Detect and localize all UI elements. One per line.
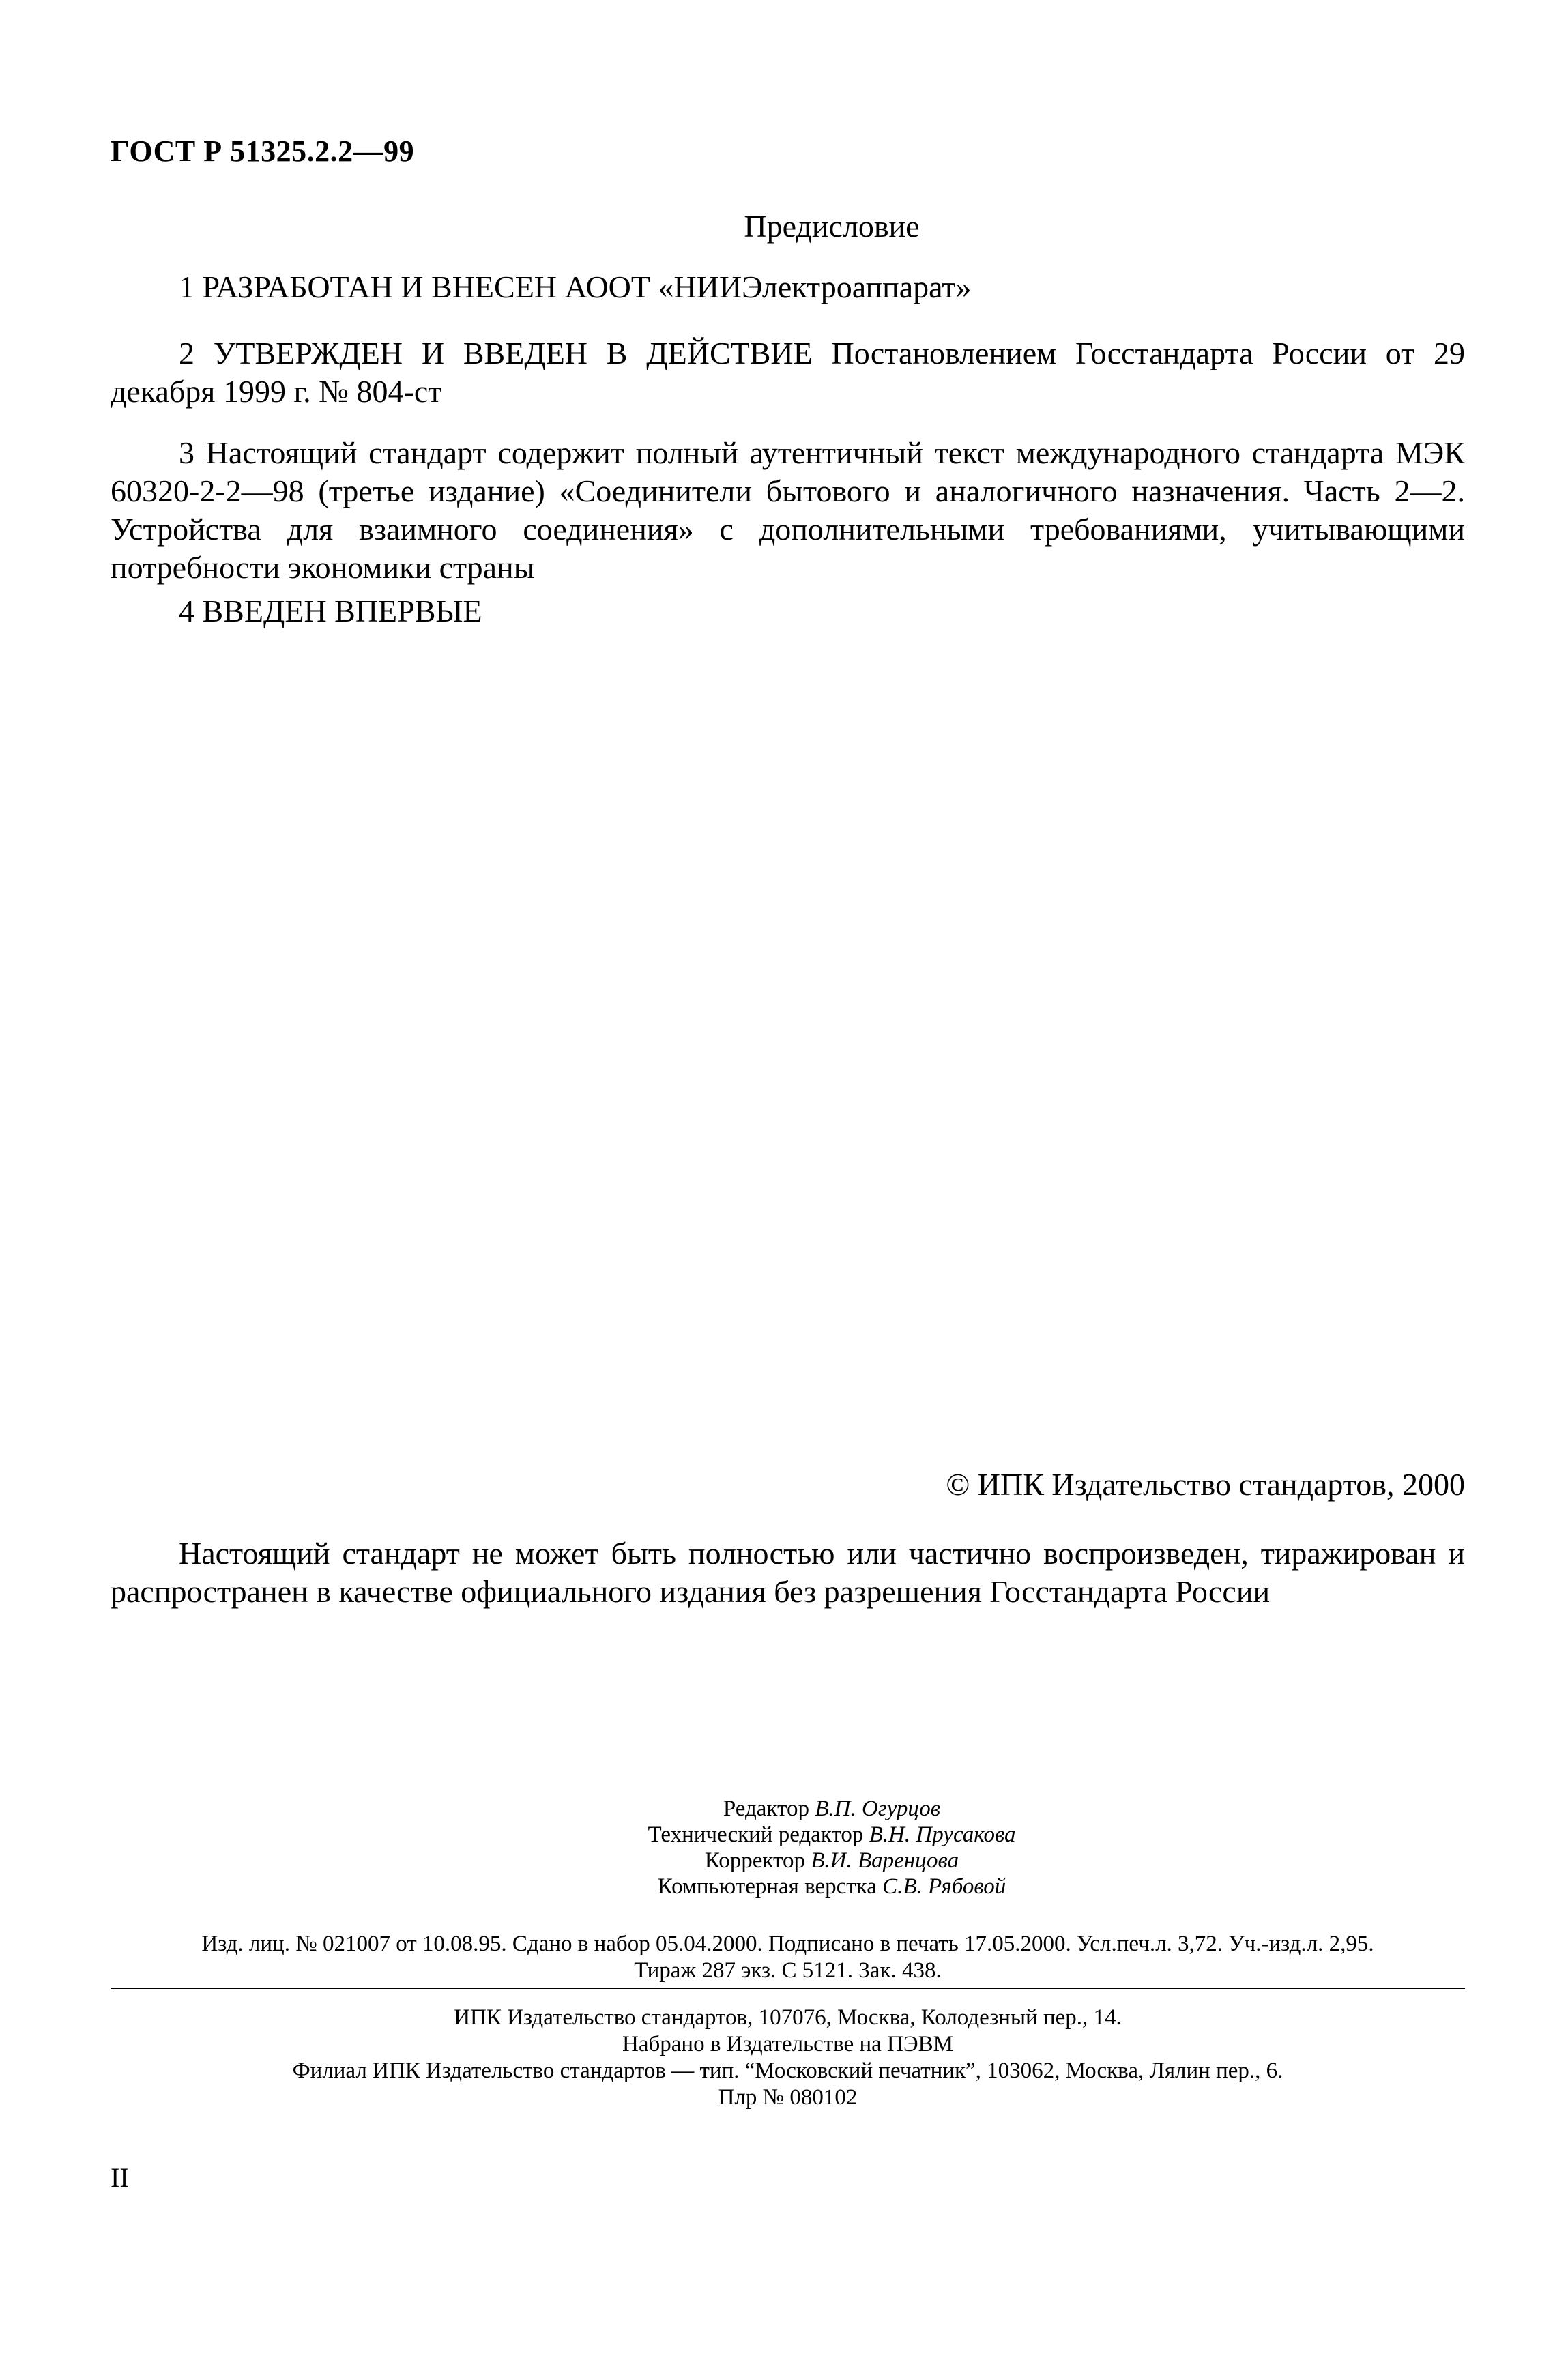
publisher-line-2: Набрано в Издательстве на ПЭВМ [622,2032,953,2056]
preface-item-2-text: Постановлением Госстандарта России от 29 декабря 1999 г. № 804-ст [111,336,1465,409]
standard-code-header: ГОСТ Р 51325.2.2—99 [111,134,415,168]
preface-item-1-lead: 1 РАЗРАБОТАН И ВНЕСЕН [179,270,557,304]
imprint-line-2: Тираж 287 экз. С 5121. Зак. 438. [634,1958,942,1983]
credit-name: В.Н. Прусакова [869,1822,1016,1847]
publisher-info [111,2005,1465,2111]
credit-role: Технический редактор [648,1822,864,1847]
page-number: II [111,2162,129,2193]
print-imprint [111,1931,1465,1984]
publisher-line-1: ИПК Издательство стандартов, 107076, Москва, Колодезный пер., 14. [454,2005,1122,2030]
preface-item-1-text: АООТ «НИИЭлектроаппарат» [557,270,972,304]
publisher-line-3: Филиал ИПК Издательство стандартов — тип. “Московский печатник”, 103062, Москва, Лялин пер., 6. [292,2058,1283,2083]
preface-item-3 [111,434,1465,587]
imprint-line-1: Изд. лиц. № 021007 от 10.08.95. Сдано в набор 05.04.2000. Подписано в печать 17.05.2000. Усл.печ.л. 3,72. Уч.-изд.л. 2,95. [201,1932,1374,1956]
editorial-credits [0,1796,1568,1900]
divider-rule [111,1988,1465,1989]
preface-item-2 [111,334,1465,411]
preface-title: Предисловие [744,209,920,244]
credit-name: В.И. Варенцова [811,1848,959,1873]
credit-layout [96,1874,1568,1900]
credit-proofreader [96,1848,1568,1874]
credit-editor [96,1796,1568,1822]
preface-item-3-lead: 3 [179,435,194,470]
credit-role: Корректор [704,1848,805,1873]
preface-item-3-text: Настоящий стандарт содержит полный аутентичный текст международного стандарта МЭК 60320-2-2—98 (третье издание) «Соединители бытового и аналогичного назначения. Часть 2—2. Устройства для взаимного соединения» с дополнительными требованиями, учитывающими потребности экономики страны [111,435,1465,585]
credit-role: Редактор [723,1796,809,1821]
reproduction-notice: Настоящий стандарт не может быть полностью или частично воспроизведен, тиражирован и распространен в качестве официального издания без разрешения Госстандарта России [111,1536,1465,1609]
credit-name: С.В. Рябовой [882,1874,1006,1899]
preface-item-4-lead: 4 ВВЕДЕН ВПЕРВЫЕ [179,594,482,628]
preface-item-1 [111,268,1465,306]
preface-item-2-lead: 2 УТВЕРЖДЕН И ВВЕДЕН В ДЕЙСТВИЕ [179,336,813,370]
publisher-line-4: Плр № 080102 [718,2085,858,2110]
credit-role: Компьютерная верстка [657,1874,877,1899]
copyright-line: © ИПК Издательство стандартов, 2000 [946,1467,1465,1502]
credit-technical-editor [96,1822,1568,1848]
preface-item-4 [111,592,1465,630]
credit-name: В.П. Огурцов [815,1796,941,1821]
